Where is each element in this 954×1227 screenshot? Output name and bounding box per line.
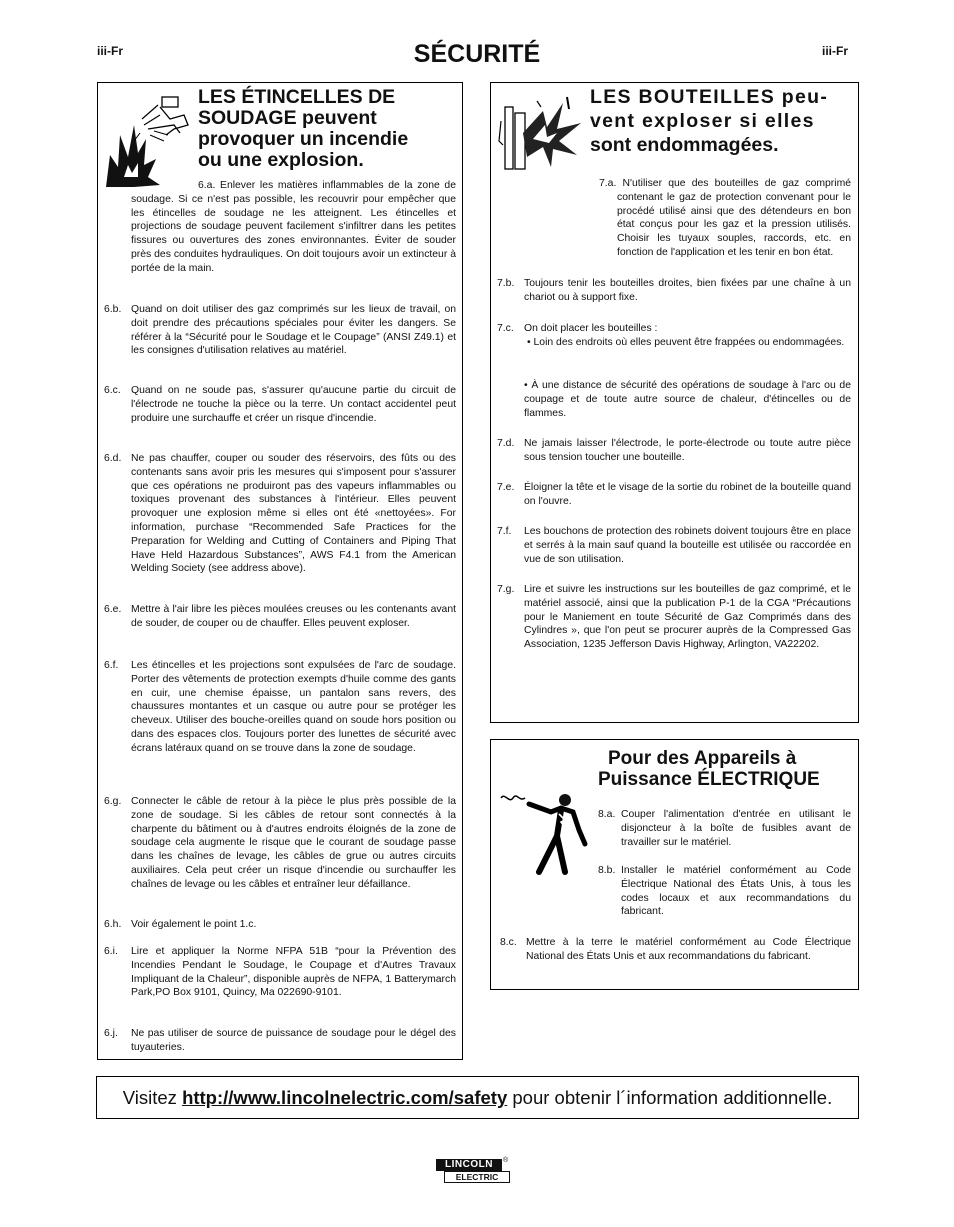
item-text: Connecter le câble de retour à la pièce le plus près possible de la zone de soudage. Si les câbles de retour sont connectés à la charpente du bâtiment ou à d'autres endroits éloignés de la zone de soudage cela augmente le risque que le courant de soudage passe dans les chaînes de levage, les câbles de grue ou autres circuits auxiliaires. Cela peut créer un risque d'incendie ou surchauffer les chaînes de levage ou les câbles et entraîner leur défaillance. [131, 796, 456, 890]
item-number: 7.d. [497, 438, 515, 449]
item-text: Toujours tenir les bouteilles droites, bien fixées par une chaîne à un chariot ou à support fixe. [524, 278, 851, 303]
item-number: 6.f. [104, 660, 119, 671]
section-title [198, 87, 458, 171]
list-item [104, 945, 456, 1000]
list-item [497, 525, 851, 566]
item-text: Quand on ne soude pas, s'assurer qu'aucune partie du circuit de l'électrode ne touche la pièce ou la terre. Un contact accidentel peut produire une surchauffe et créer un risque d'incendie. [131, 385, 456, 424]
item-number: 7.a. [599, 178, 617, 189]
title-line: peuvent [296, 107, 377, 129]
item-number: 6.h. [104, 919, 122, 930]
item-text: Quand on doit utiliser des gaz comprimés sur les lieux de travail, on doit prendre des précautions spéciales pour éviter les dangers. Se référer à la “Sécurité pour le Soudage et le Coupage” (ANSI Z49.1) et les consignes d'utilisation relatives au matériel. [131, 304, 456, 357]
item-number: 6.j. [104, 1028, 118, 1039]
registered-mark: ® [503, 1157, 509, 1164]
item-text: Ne pas utiliser de source de puissance de soudage pour le dégel des tuyauteries. [131, 1028, 456, 1053]
list-item [104, 452, 456, 576]
title-line: SOUDAGE [198, 107, 297, 129]
list-item [104, 384, 456, 425]
item-number: 6.b. [104, 304, 122, 315]
item-text: Couper l'alimentation d'entrée en utilisant le disjoncteur à la boîte de fusibles avant de travailler sur le matériel. [621, 809, 851, 848]
item-number: 6.g. [104, 796, 122, 807]
page-number-right: iii-Fr [822, 44, 848, 58]
item-text: On doit placer les bouteilles : [524, 323, 658, 334]
item-number: 6.a. [198, 180, 216, 191]
list-item [131, 179, 456, 276]
item-text: N'utiliser que des bouteilles de gaz comprimé contenant le gaz de protection convenant pour le procédé utilisé ainsi que des détendeurs en bon état conçus pour les gaz et la pression utilisés. Choisir les tuyaux souples, raccords, etc. en fonction de l'application et les tenir en bon état. [617, 178, 852, 258]
electric-shock-icon [499, 790, 594, 875]
item-number: 7.b. [497, 278, 515, 289]
list-item [497, 322, 851, 336]
item-number: 7.e. [497, 482, 515, 493]
item-number: 7.c. [497, 323, 514, 334]
list-item [104, 603, 456, 631]
footer-suffix: pour obtenir l´information additionnelle. [507, 1087, 833, 1108]
item-text: • À une distance de sécurité des opérations de soudage à l'arc ou de coupage et de toute autre source de chaleur, d'étincelles ou de flammes. [524, 380, 851, 419]
logo-text: ELECTRIC [455, 1172, 499, 1182]
list-item [497, 379, 851, 420]
title-line: sont endommagées. [590, 134, 779, 156]
title-line: vent exploser si elles [590, 110, 815, 132]
item-number: 7.g. [497, 584, 515, 595]
electric-power-section [490, 739, 859, 990]
item-number: 6.e. [104, 604, 122, 615]
list-item [598, 864, 851, 919]
item-number: 6.i. [104, 946, 118, 957]
title-line: Puissance ÉLECTRIQUE [598, 769, 820, 790]
title-line: ou une explosion. [198, 149, 364, 171]
welding-sparks-section [97, 82, 463, 1060]
item-number: 6.c. [104, 385, 121, 396]
gas-cylinder-section [490, 82, 859, 723]
item-text: Les étincelles et les projections sont expulsées de l'arc de soudage. Porter des vêtements de protection exempts d'huile comme des gants en cuir, une chemise épaisse, un pantalon sans revers, des chaussures montantes et un casque ou autre pour se protéger les cheveux. Utiliser des bouche-oreilles quand on soude hors position ou dans des espaces clos. Toujours porter des lunettes de sécurité avec écrans latéraux quand on se trouve dans la zone de soudage. [131, 660, 456, 754]
list-item [104, 1027, 456, 1055]
list-item [500, 936, 851, 964]
safety-link-banner [96, 1076, 859, 1119]
logo-bottom [444, 1171, 510, 1183]
item-text: • Loin des endroits où elles peuvent être frappées ou endommagées. [527, 337, 845, 348]
section-title [598, 748, 858, 790]
item-text: Enlever les matières inflammables de la zone de soudage. Si ce n'est pas possible, les recouvrir pour empêcher que les étincelles de soudage ne les atteignent. Les étincelles et projections de soudage peuvent facilement s'infiltrer dans les petites fissures ou ouvertures des zones environnantes. Éviter de souder près des conduites hydrauliques. On doit toujours avoir un extincteur à portée de la main. [131, 180, 456, 274]
lincoln-electric-logo [436, 1159, 510, 1185]
list-item [104, 659, 456, 756]
list-item [598, 808, 851, 849]
item-number: 8.a. [598, 809, 616, 820]
item-text: Mettre à l'air libre les pièces moulées creuses ou les contenants avant de souder, de couper ou de chauffer. Elles peuvent exploser. [131, 604, 456, 629]
title-line: provoquer un incendie [198, 128, 409, 150]
item-text: Ne jamais laisser l'électrode, le porte-électrode ou toute autre pièce sous tension toucher une bouteille. [524, 438, 851, 463]
item-text: Lire et suivre les instructions sur les bouteilles de gaz comprimé, et le matériel associé, ainsi que la publication P-1 de la CGA “Précautions pour le Maniement en toute Sécurité de Gaz Comprimés dans des Cylindres », que l'on peut se procurer auprès de la Compressed Gas Association, 1235 Jefferson Davis Highway, Arlington, VA22202. [524, 584, 851, 651]
item-text: Voir également le point 1.c. [131, 919, 257, 930]
title-line: Pour des Appareils à [608, 748, 797, 769]
item-text: Installer le matériel conformément au Code Électrique National des États Unis, à tous les codes locaux et aux recommandations du fabricant. [621, 865, 851, 918]
item-text: Les bouchons de protection des robinets doivent toujours être en place et serrés à la main sauf quand la bouteille est utilisée ou raccordée en vue de son utilisation. [524, 526, 851, 565]
list-item [104, 795, 456, 892]
list-item [497, 437, 851, 465]
item-number: 8.c. [500, 937, 517, 948]
safety-website-link[interactable]: http://www.lincolnelectric.com/safety [182, 1087, 508, 1108]
list-item [497, 583, 851, 652]
list-item [497, 481, 851, 509]
list-item [104, 918, 456, 932]
footer-prefix: Visitez [122, 1087, 183, 1108]
welding-sparks-icon [104, 95, 194, 190]
list-item [497, 336, 851, 350]
item-number: 7.f. [497, 526, 512, 537]
list-item [104, 303, 456, 358]
logo-text: LINCOLN [445, 1159, 493, 1170]
page-number-left: iii-Fr [97, 44, 123, 58]
item-number: 8.b. [598, 865, 616, 876]
item-text: Éloigner la tête et le visage de la sortie du robinet de la bouteille quand on l'ouvre. [524, 482, 851, 507]
item-number: 6.d. [104, 453, 122, 464]
item-text: Mettre à la terre le matériel conformément au Code Électrique National des États Unis et aux recommandations du fabricant. [526, 937, 851, 962]
section-title [590, 85, 855, 157]
page-title: SÉCURITÉ [413, 40, 541, 68]
title-line: LES ÉTINCELLES DE [198, 86, 396, 108]
item-text: Lire et appliquer la Norme NFPA 51B “pour la Prévention des Incendies Pendant le Soudage, le Coupage et d'Autres Travaux Impliquant de la Chaleur”, disponible auprès de NFPA, 1 Batterymarch Park,PO Box 9101, Quincy, Ma 022690-9101. [131, 946, 456, 999]
logo-top [436, 1159, 502, 1171]
list-item [497, 177, 851, 260]
exploding-cylinder-icon [497, 93, 585, 173]
title-line: LES BOUTEILLES peu- [590, 86, 829, 108]
item-text: Ne pas chauffer, couper ou souder des réservoirs, des fûts ou des contenants sans avoir pris les mesures qui s'imposent pour s'assurer que ces opérations ne produiront pas des vapeurs inflammables ou toxiques provenant des substances à l'intérieur. Elles peuvent provoquer une explosion même si elles ont été «nettoyées». For information, purchase “Recommended Safe Practices for the Preparation for Welding and Cutting of Containers and Piping That Have Held Hazardous Substances”, AWS F4.1 from the American Welding Society (see address above). [131, 453, 456, 575]
list-item [497, 277, 851, 305]
